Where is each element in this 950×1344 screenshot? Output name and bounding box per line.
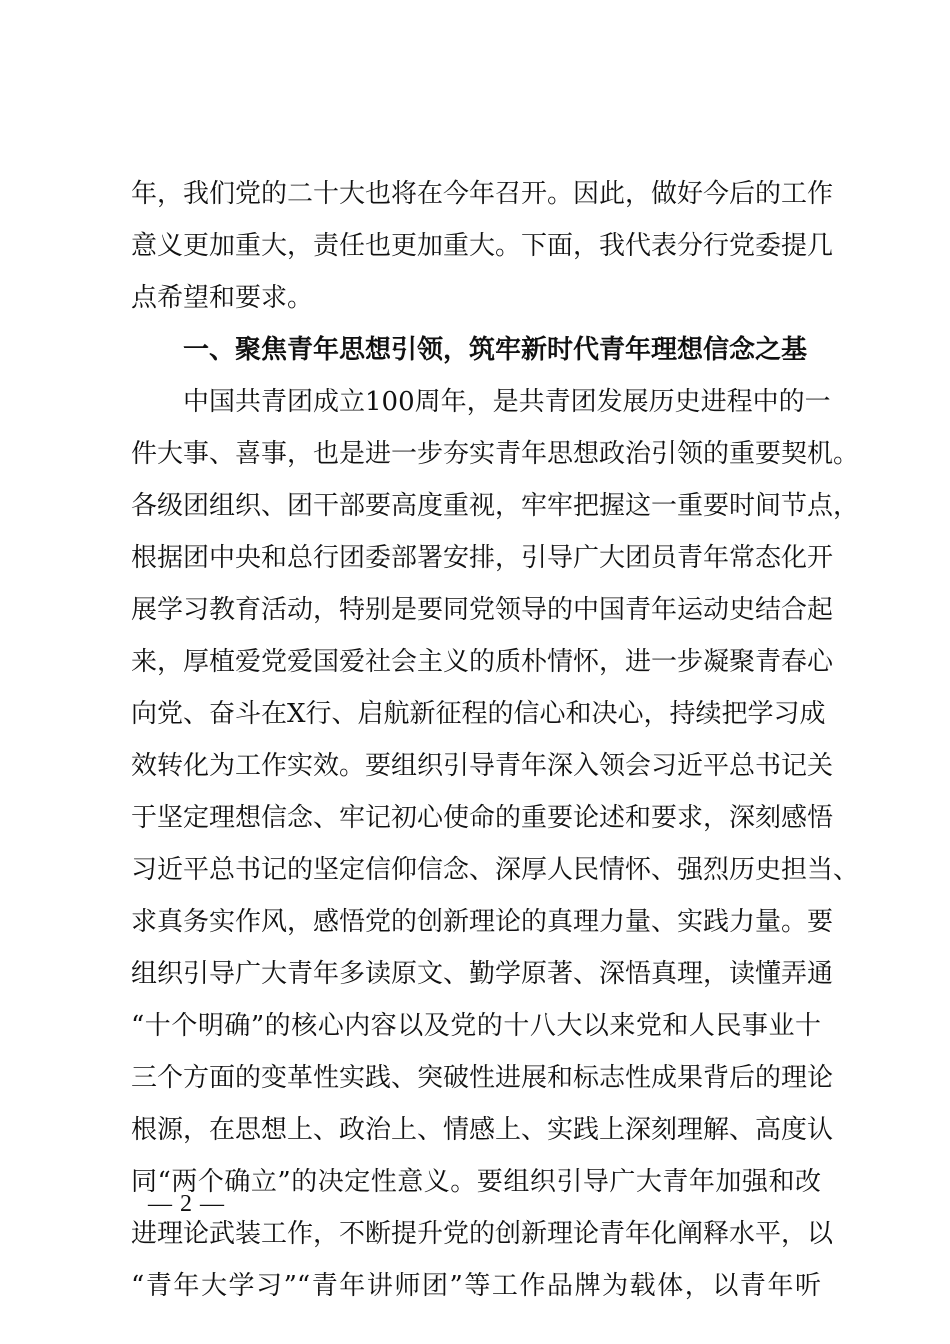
- text-line: 同“两个确立”的决定性意义。要组织引导广大青年加强和改: [131, 1167, 821, 1197]
- intro-paragraph: [131, 168, 834, 324]
- text-line: “十个明确”的核心内容以及党的十八大以来党和人民事业十: [131, 1011, 821, 1041]
- text-line: 组织引导广大青年多读原文、勤学原著、深悟真理，读懂弄通: [131, 959, 834, 989]
- text-line: 于坚定理想信念、牢记初心使命的重要论述和要求，深刻感悟: [131, 803, 834, 833]
- text-line: 求真务实作风，感悟党的创新理论的真理力量、实践力量。要: [131, 907, 834, 937]
- text-line: 点希望和要求。: [131, 283, 314, 313]
- page-number: — 2 —: [148, 1191, 225, 1217]
- text-line: 中国共青团成立100周年，是共青团发展历史进程中的一: [183, 387, 831, 417]
- document-body: [131, 168, 860, 1312]
- text-line: 三个方面的变革性实践、突破性进展和标志性成果背后的理论: [131, 1063, 834, 1093]
- text-line: 件大事、喜事，也是进一步夯实青年思想政治引领的重要契机。: [131, 439, 860, 469]
- text-line: 根据团中央和总行团委部署安排，引导广大团员青年常态化开: [131, 543, 834, 573]
- section-heading: 一、聚焦青年思想引领，筑牢新时代青年理想信念之基: [183, 335, 808, 365]
- text-line: 意义更加重大，责任也更加重大。下面，我代表分行党委提几: [131, 231, 834, 261]
- text-line: 年，我们党的二十大也将在今年召开。因此，做好今后的工作: [131, 179, 834, 209]
- body-paragraph: [131, 376, 860, 1312]
- text-line: “青年大学习”“青年讲师团”等工作品牌为载体，以青年听: [131, 1271, 821, 1301]
- text-line: 展学习教育活动，特别是要同党领导的中国青年运动史结合起: [131, 595, 834, 625]
- text-line: 各级团组织、团干部要高度重视，牢牢把握这一重要时间节点，: [131, 491, 860, 521]
- text-line: 来，厚植爱党爱国爱社会主义的质朴情怀，进一步凝聚青春心: [131, 647, 834, 677]
- text-line: 习近平总书记的坚定信仰信念、深厚人民情怀、强烈历史担当、: [131, 855, 860, 885]
- text-line: 根源，在思想上、政治上、情感上、实践上深刻理解、高度认: [131, 1115, 834, 1145]
- text-line: 向党、奋斗在X行、启航新征程的信心和决心，持续把学习成: [131, 699, 826, 729]
- text-line: 进理论武装工作，不断提升党的创新理论青年化阐释水平，以: [131, 1219, 834, 1249]
- text-line: 效转化为工作实效。要组织引导青年深入领会习近平总书记关: [131, 751, 834, 781]
